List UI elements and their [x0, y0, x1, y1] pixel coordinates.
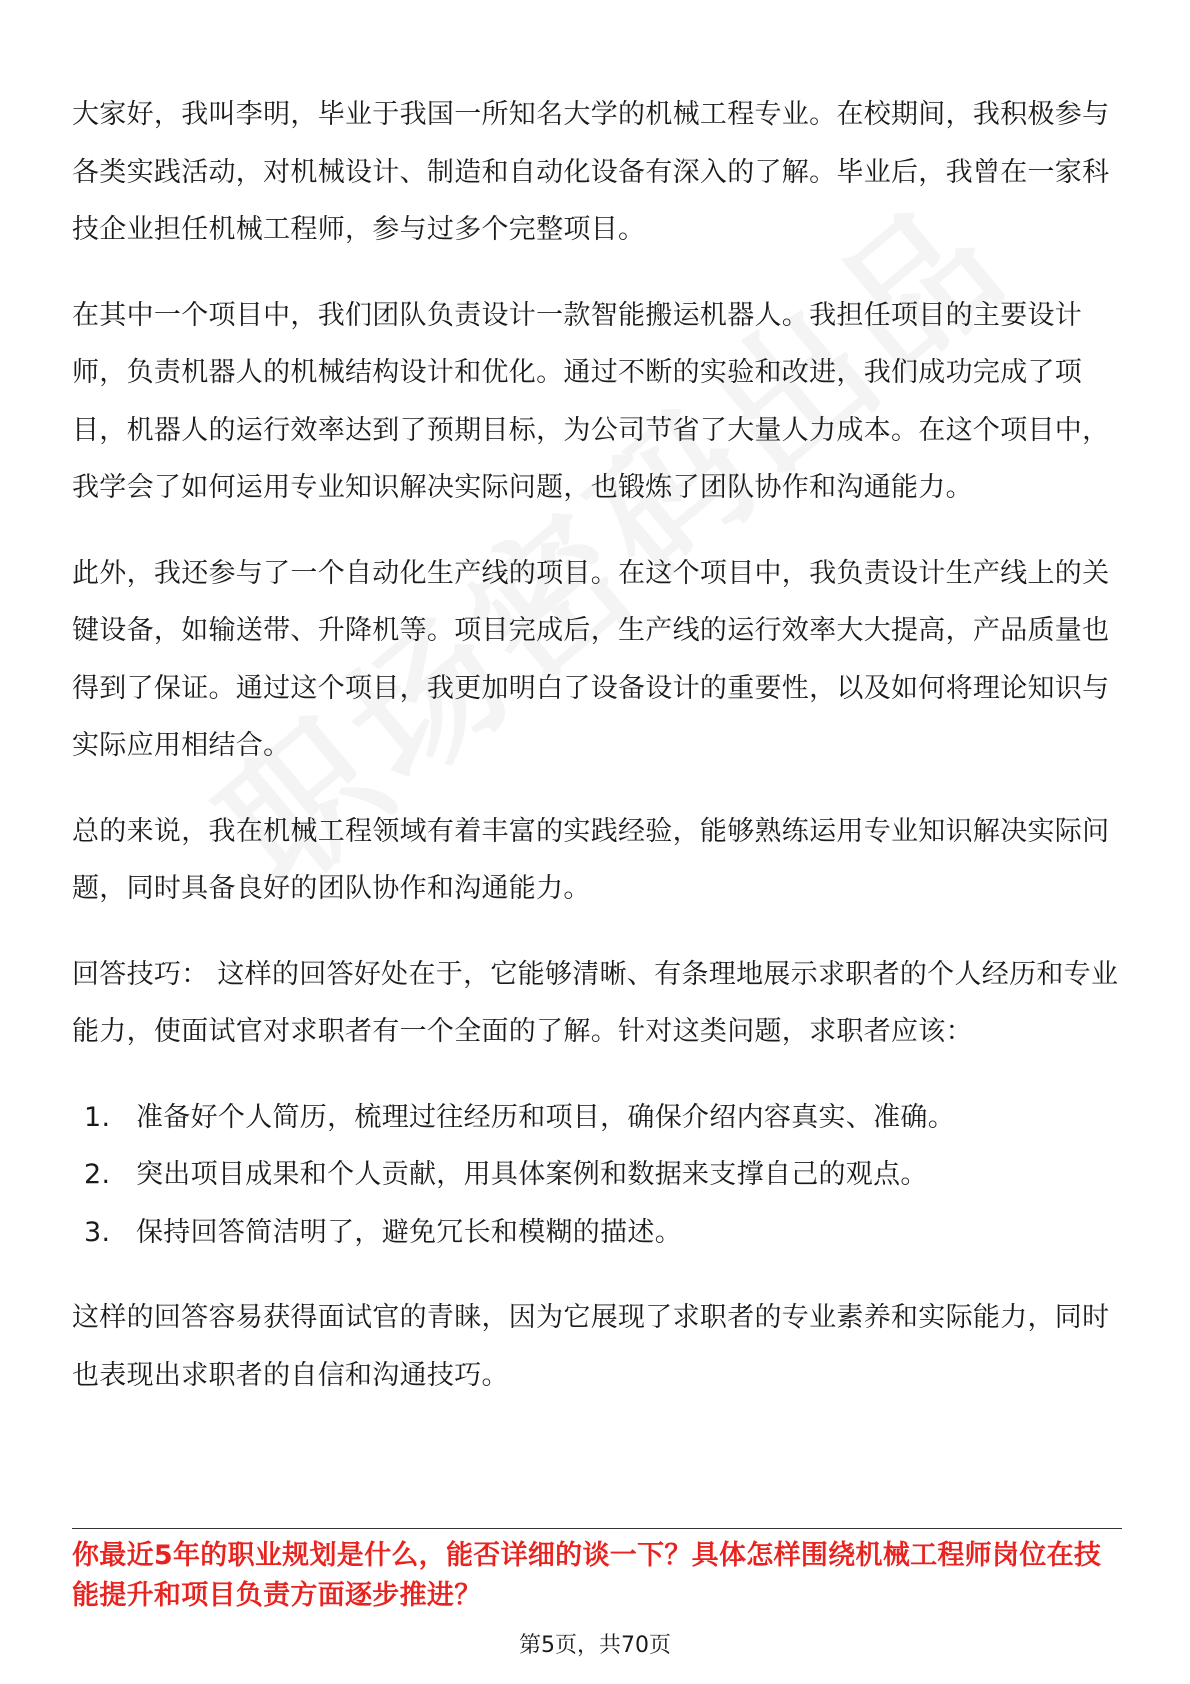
paragraph-intro: 大家好，我叫李明，毕业于我国一所知名大学的机械工程专业。在校期间，我积极参与各类实践活动，对机械设计、制造和自动化设备有深入的了解。毕业后，我曾在一家科技企业担任机械工程师，参与过多个完整项目。 [72, 99, 1110, 245]
tips-list [72, 1089, 1122, 1262]
document-body [72, 86, 1122, 1432]
list-text: 准备好个人简历，梳理过往经历和项目，确保介绍内容真实、准确。 [136, 1101, 955, 1133]
paragraph-production-line: 此外，我还参与了一个自动化生产线的项目。在这个项目中，我负责设计生产线上的关键设备，如输送带、升降机等。项目完成后，生产线的运行效率大大提高，产品质量也得到了保证。通过这个项目，我更加明白了设备设计的重要性，以及如何将理论知识与实际应用相结合。 [72, 557, 1110, 761]
list-number: 3. [84, 1216, 111, 1248]
paragraph-summary: 总的来说，我在机械工程领域有着丰富的实践经验，能够熟练运用专业知识解决实际问题，同时具备良好的团队协作和沟通能力。 [72, 815, 1110, 904]
paragraph-answer-tips: 回答技巧： 这样的回答好处在于，它能够清晰、有条理地展示求职者的个人经历和专业能力，使面试官对求职者有一个全面的了解。针对这类问题，求职者应该： [72, 958, 1119, 1047]
list-item [72, 1204, 1122, 1262]
section-divider [72, 1528, 1122, 1529]
paragraph-closing: 这样的回答容易获得面试官的青睐，因为它展现了求职者的专业素养和实际能力，同时也表现出求职者的自信和沟通技巧。 [72, 1302, 1110, 1391]
list-item [72, 1146, 1122, 1204]
list-text: 突出项目成果和个人贡献，用具体案例和数据来支撑自己的观点。 [136, 1159, 928, 1190]
list-item [72, 1089, 1122, 1147]
next-question-heading: 你最近5年的职业规划是什么，能否详细的谈一下？具体怎样围绕机械工程师岗位在技能提升和项目负责方面逐步推进？ [72, 1540, 1102, 1611]
list-text: 保持回答简洁明了，避免冗长和模糊的描述。 [136, 1216, 682, 1248]
list-number: 2. [84, 1159, 111, 1190]
paragraph-robot-project: 在其中一个项目中，我们团队负责设计一款智能搬运机器人。我担任项目的主要设计师，负责机器人的机械结构设计和优化。通过不断的实验和改进，我们成功完成了项目，机器人的运行效率达到了预期目标，为公司节省了大量人力成本。在这个项目中，我学会了如何运用专业知识解决实际问题，也锻炼了团队协作和沟通能力。 [72, 299, 1110, 503]
page-number: 第5页，共70页 [519, 1633, 671, 1658]
list-number: 1. [84, 1101, 111, 1133]
